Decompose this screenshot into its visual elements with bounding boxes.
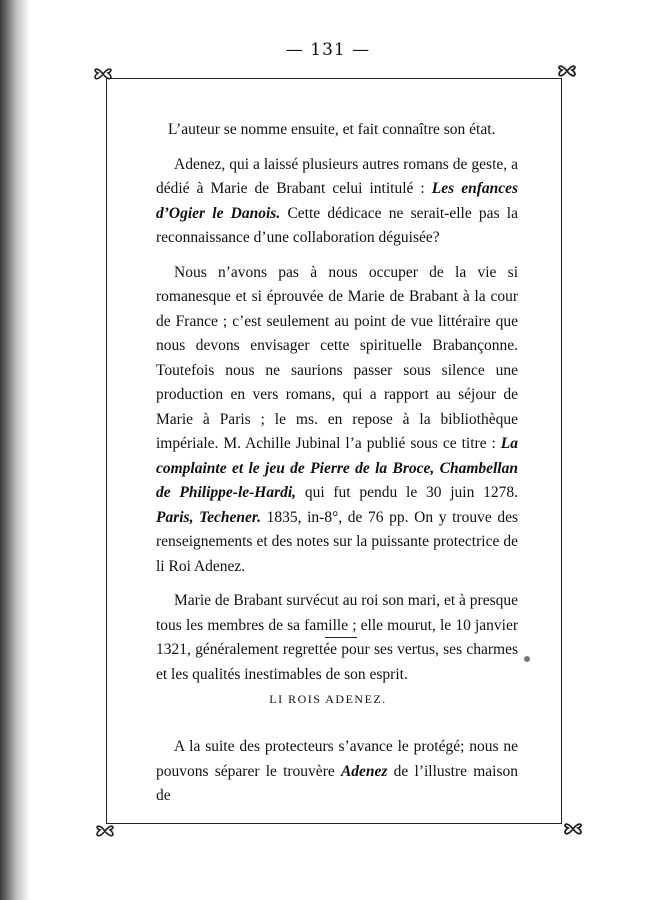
- paragraph-text: Marie de Brabant survécut au roi son mari, et à presque tous les membres de sa famille ; elle mourut, le 10 janvier 1321, généralement regrettée pour ses vertus, ses charmes et les qualités inestimables de son esprit.: [156, 592, 518, 683]
- scan-edge-shadow: [0, 0, 30, 900]
- paragraph-text: A la suite des protecteurs s’avance le protégé; nous ne pouvons séparer le trouvère: [156, 738, 518, 780]
- corner-ornament-icon: [562, 818, 584, 840]
- book-title: Les enfances d’Ogier le Danois.: [156, 180, 519, 222]
- corner-ornament-icon: [94, 820, 116, 842]
- section-text: [156, 735, 518, 809]
- scan-speck: [524, 656, 530, 662]
- publisher: Paris, Techener.: [156, 508, 261, 526]
- paragraph: [156, 261, 518, 580]
- paragraph-text: qui fut pendu le 30 juin 1278.: [304, 484, 518, 501]
- paragraph-text: de l’illustre maison de: [156, 762, 519, 804]
- paragraph: [156, 735, 518, 809]
- paragraph-text: Cette dédicace ne serait-elle pas la reconnaissance d’une collaboration déguisée?: [156, 204, 518, 246]
- paragraph: [156, 589, 518, 687]
- paragraph-text: Nous n’avons pas à nous occuper de la vie si romanesque et si éprouvée de Marie de Brabant à la cour de France ; c’est seulement au point de vue littéraire que nous devons envisager cette spirituelle Brabançonne. Toutefois nous ne saurions passer sous silence une production en vers romans, qui a rapport au séjour de Marie à Paris ; le ms. en repose à la bibliothèque impériale. M. Achille Jubinal l’a publié sous ce titre :: [156, 263, 518, 452]
- section-divider: [325, 637, 357, 638]
- corner-ornament-icon: [92, 63, 114, 85]
- book-title: La complainte et le jeu de Pierre de la Broce, Chambellan de Philippe-le-Hardi,: [156, 435, 519, 501]
- paragraph-text: Adenez, qui a laissé plusieurs autres romans de geste, a dédié à Marie de Brabant celui intitulé :: [156, 155, 518, 197]
- section-heading: LI ROIS ADENEZ.: [269, 692, 387, 706]
- paragraph-text: L’auteur se nomme ensuite, et fait connaître son état.: [168, 121, 496, 138]
- paragraph: [156, 153, 518, 251]
- paragraph: [156, 118, 518, 143]
- paragraph-text: 1835, in-8°, de 76 pp. On y trouve des renseignements et des notes sur la puissante protectrice de li Roi Adenez.: [156, 508, 519, 575]
- corner-ornament-icon: [556, 60, 578, 82]
- author-name: Adenez: [340, 762, 388, 780]
- page-number: — 131 —: [285, 40, 371, 60]
- body-text: [156, 118, 518, 697]
